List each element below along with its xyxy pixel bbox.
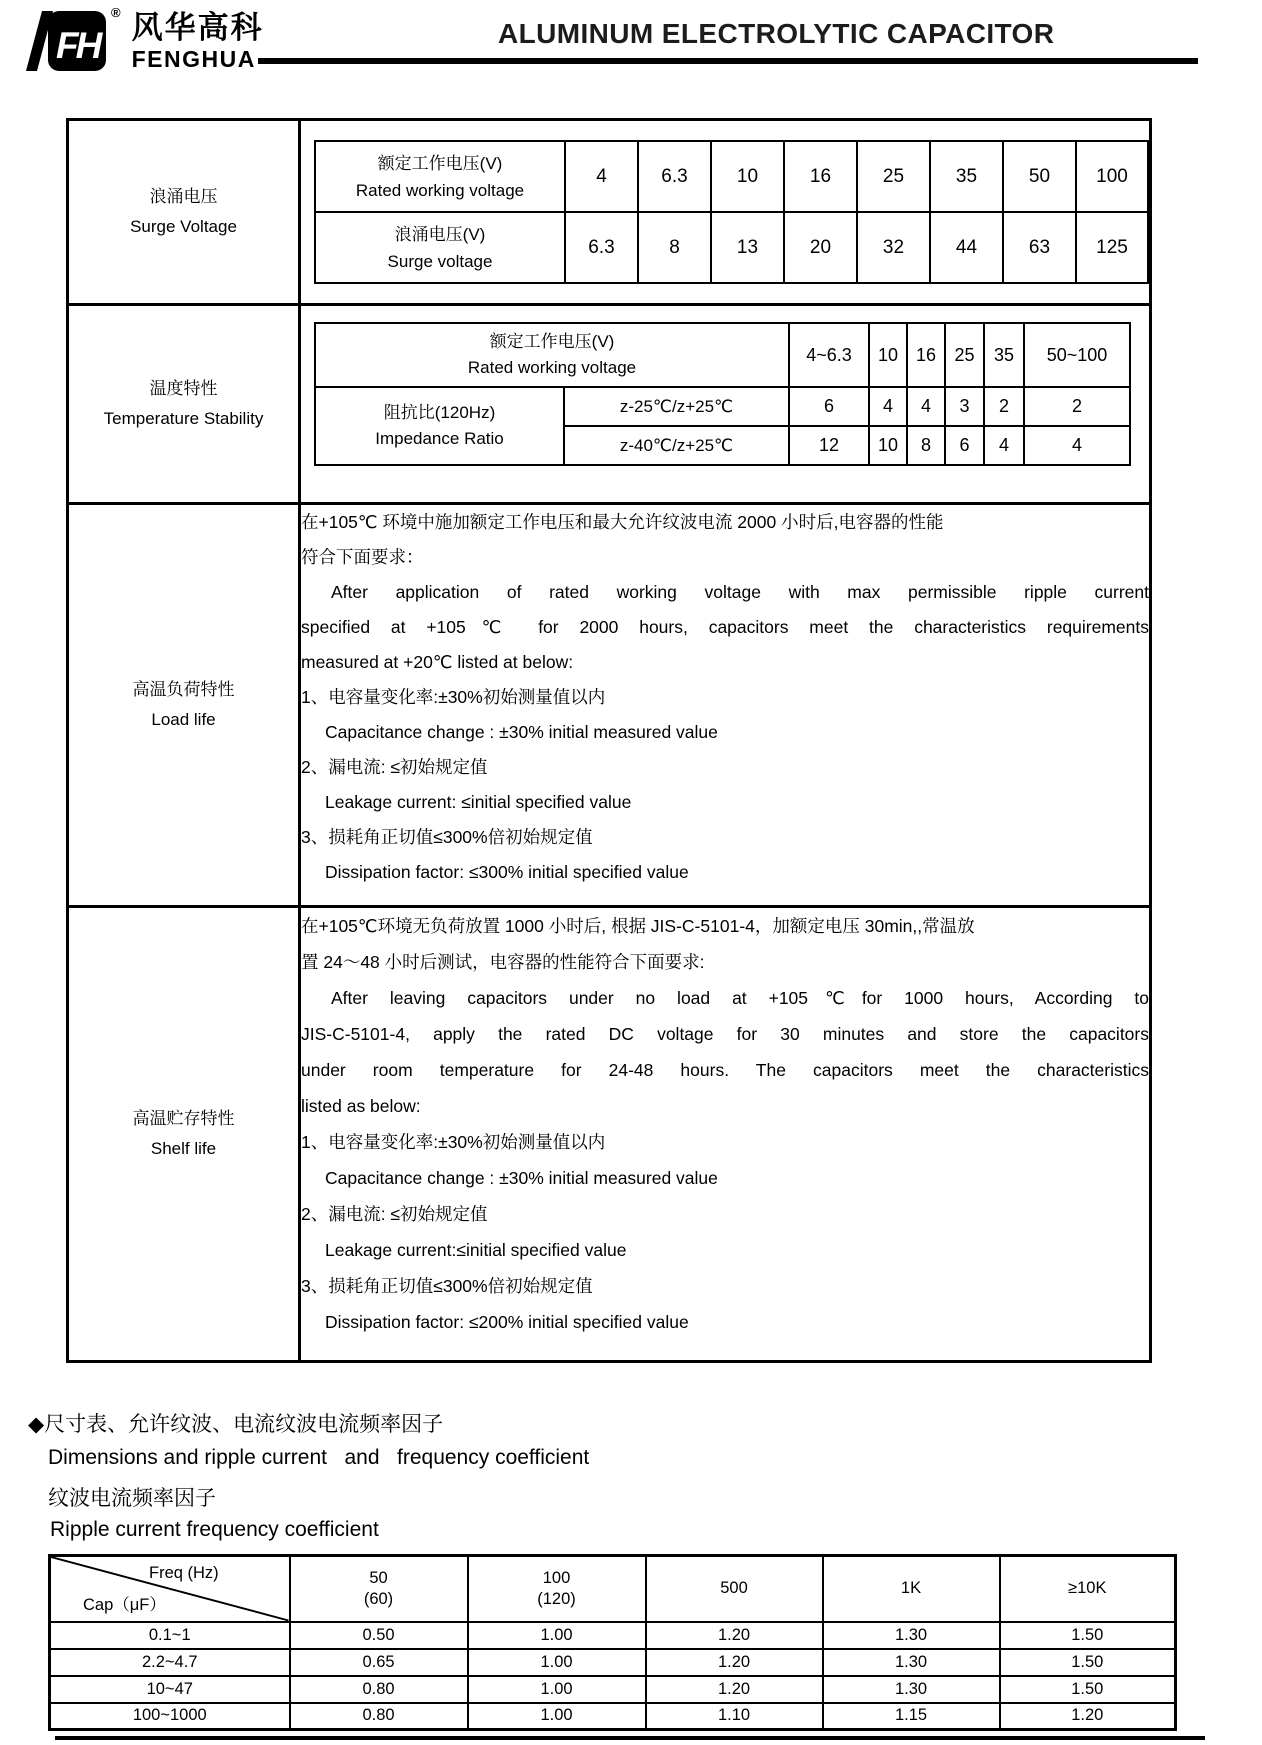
impedance-ratio-label-cn: 阻抗比(120Hz): [383, 403, 496, 422]
shelf-life-line: 2、漏电流: ≤初始规定值: [301, 1204, 488, 1224]
surge-voltage-value: 63: [1003, 212, 1076, 283]
temp-rated-voltage-header-cn: 额定工作电压(V): [489, 332, 615, 351]
registered-mark: ®: [111, 5, 121, 20]
freq-header-line1: ≥10K: [1068, 1579, 1107, 1598]
voltage-range: 16: [907, 323, 945, 387]
brand-text: [132, 8, 264, 72]
freq-header-line1: 500: [720, 1579, 748, 1598]
coefficient-value: 0.50: [290, 1622, 468, 1649]
coefficient-value: 1.20: [646, 1676, 823, 1703]
rated-voltage-value: 100: [1076, 141, 1148, 212]
shelf-life-line: Leakage current:≤initial specified value: [325, 1240, 627, 1260]
rated-voltage-value: 16: [784, 141, 857, 212]
load-life-line: Dissipation factor: ≤300% initial specified value: [325, 862, 689, 882]
section-heading-en: Dimensions and ripple current and frequency coefficient: [48, 1446, 590, 1469]
voltage-range: 50~100: [1024, 323, 1130, 387]
coefficient-value: 1.30: [823, 1649, 1000, 1676]
load-life-line: Capacitance change : ±30% initial measured value: [325, 722, 718, 742]
z40-value: 4: [1024, 426, 1130, 465]
surge-voltage-row: [68, 120, 1151, 305]
load-life-row-label: [68, 504, 300, 907]
shelf-life-line: Capacitance change : ±30% initial measured value: [325, 1168, 718, 1188]
load-life-line: 3、损耗角正切值≤300%倍初始规定值: [301, 827, 593, 847]
coefficient-value: 0.65: [290, 1649, 468, 1676]
voltage-range: 25: [945, 323, 984, 387]
surge-label-en: Surge Voltage: [130, 217, 237, 236]
freq-header-line1: 100: [542, 1568, 571, 1587]
surge-label-cn: 浪涌电压: [149, 187, 218, 206]
cap-axis-label: Cap（μF）: [83, 1595, 166, 1614]
z40-condition-label: z-40℃/z+25℃: [564, 426, 789, 465]
temp-rated-voltage-header-row: [315, 323, 1130, 387]
coefficient-value: 0.80: [290, 1703, 468, 1730]
freq-column-header: [646, 1556, 823, 1622]
cap-range: 2.2~4.7: [50, 1649, 290, 1676]
coefficient-value: 1.50: [1000, 1622, 1176, 1649]
coefficient-value: 1.20: [1000, 1703, 1176, 1730]
coefficient-value: 1.20: [646, 1649, 823, 1676]
shelf-life-line: After leaving capacitors under no load at +105℃for 1000 hours, According to: [331, 988, 1149, 1008]
freq-data-row: [50, 1703, 1176, 1730]
load-life-row: [68, 504, 1151, 907]
load-life-line: After application of rated working voltage with max permissible ripple current: [331, 582, 1149, 602]
load-life-line: specified at +105℃ for 2000 hours, capacitors meet the characteristics requirements: [301, 617, 1149, 637]
rated-voltage-header-cn: 额定工作电压(V): [377, 153, 503, 173]
brand-name-en: FENGHUA: [131, 46, 256, 72]
rated-voltage-header: [315, 141, 565, 212]
freq-data-row: [50, 1649, 1176, 1676]
coefficient-value: 1.00: [468, 1676, 646, 1703]
surge-voltage-table: [314, 140, 1149, 284]
impedance-ratio-label-en: Impedance Ratio: [375, 429, 504, 448]
freq-cap-corner-cell: [50, 1556, 290, 1622]
z25-value: 6: [789, 387, 869, 426]
voltage-range: 10: [869, 323, 907, 387]
page-title: ALUMINUM ELECTROLYTIC CAPACITOR: [498, 18, 1055, 49]
temperature-label-en: Temperature Stability: [103, 409, 264, 428]
rated-voltage-value: 25: [857, 141, 930, 212]
z25-value: 4: [869, 387, 907, 426]
section-subheading-cn: 纹波电流频率因子: [48, 1487, 216, 1510]
coefficient-value: 1.00: [468, 1703, 646, 1730]
impedance-ratio-table: [314, 322, 1131, 466]
coefficient-value: 1.30: [823, 1622, 1000, 1649]
shelf-life-line: 3、损耗角正切值≤300%倍初始规定值: [301, 1276, 593, 1296]
load-life-line: 1、电容量变化率:±30%初始测量值以内: [301, 687, 606, 707]
footer-rule: [55, 1736, 1205, 1740]
surge-voltage-value: 20: [784, 212, 857, 283]
surge-voltage-values-row: [315, 212, 1148, 283]
load-life-line: measured at +20℃ listed at below:: [301, 652, 574, 672]
surge-row-label: [68, 120, 300, 305]
cap-range: 10~47: [50, 1676, 290, 1703]
freq-axis-label: Freq (Hz): [149, 1564, 219, 1582]
voltage-range: 35: [984, 323, 1024, 387]
surge-row-content: [300, 120, 1151, 305]
surge-voltage-value: 32: [857, 212, 930, 283]
load-life-line: 符合下面要求：: [301, 547, 424, 567]
load-life-line: 2、漏电流: ≤初始规定值: [301, 757, 488, 777]
load-life-line: Leakage current: ≤initial specified value: [325, 792, 632, 812]
temperature-stability-row: [68, 305, 1151, 504]
shelf-life-label-cn: 高温贮存特性: [132, 1109, 235, 1128]
rated-voltage-value: 6.3: [638, 141, 711, 212]
surge-voltage-header-en: Surge voltage: [387, 251, 493, 271]
freq-column-header: [823, 1556, 1000, 1622]
impedance-ratio-label: [315, 387, 564, 465]
load-life-line: 在+105℃ 环境中施加额定工作电压和最大允许纹波电流 2000 小时后,电容器的性能: [301, 512, 944, 532]
freq-column-header: [1000, 1556, 1176, 1622]
freq-column-header: [468, 1556, 646, 1622]
coefficient-value: 1.10: [646, 1703, 823, 1730]
shelf-life-line: listed as below:: [301, 1096, 421, 1116]
freq-data-row: [50, 1622, 1176, 1649]
cap-range: 100~1000: [50, 1703, 290, 1730]
z40-value: 4: [984, 426, 1024, 465]
z25-value: 2: [1024, 387, 1130, 426]
surge-voltage-header: [315, 212, 565, 283]
rated-voltage-value: 50: [1003, 141, 1076, 212]
shelf-life-content: [300, 907, 1151, 1362]
temp-rated-voltage-header: [315, 323, 789, 387]
surge-voltage-value: 13: [711, 212, 784, 283]
shelf-life-line: 置 24～48 小时后测试，电容器的性能符合下面要求:: [301, 952, 705, 972]
coefficient-value: 1.00: [468, 1649, 646, 1676]
temperature-row-label: [68, 305, 300, 504]
shelf-life-row-label: [68, 907, 300, 1362]
coefficient-value: 1.00: [468, 1622, 646, 1649]
impedance-z25-row: [315, 387, 1130, 426]
z40-value: 12: [789, 426, 869, 465]
temperature-row-content: [300, 305, 1151, 504]
load-life-content: [300, 504, 1151, 907]
coefficient-value: 1.20: [646, 1622, 823, 1649]
surge-voltage-value: 125: [1076, 212, 1148, 283]
svg-text:FH: FH: [56, 25, 100, 66]
rated-voltage-value: 4: [565, 141, 638, 212]
z25-value: 3: [945, 387, 984, 426]
shelf-life-line: 在+105℃环境无负荷放置 1000 小时后, 根据 JIS-C-5101-4，加额定电压 30min,,常温放: [301, 916, 975, 936]
coefficient-value: 1.15: [823, 1703, 1000, 1730]
temp-rated-voltage-header-en: Rated working voltage: [467, 358, 637, 377]
surge-voltage-value: 44: [930, 212, 1003, 283]
shelf-life-line: Dissipation factor: ≤200% initial specified value: [325, 1312, 689, 1332]
freq-header-line1: 50: [369, 1568, 388, 1587]
rated-voltage-value: 10: [711, 141, 784, 212]
freq-header-row: [50, 1556, 1176, 1622]
shelf-life-row: [68, 907, 1151, 1362]
freq-column-header: [290, 1556, 468, 1622]
voltage-range: 4~6.3: [789, 323, 869, 387]
fenghua-logo-icon: [26, 8, 110, 74]
shelf-life-line: 1、电容量变化率:±30%初始测量值以内: [301, 1132, 606, 1152]
rated-voltage-header-en: Rated working voltage: [355, 180, 525, 200]
z25-value: 2: [984, 387, 1024, 426]
load-life-label-cn: 高温负荷特性: [132, 680, 235, 699]
coefficient-value: 0.80: [290, 1676, 468, 1703]
surge-voltage-value: 6.3: [565, 212, 638, 283]
ripple-frequency-table: [48, 1554, 1177, 1731]
rated-voltage-header-row: [315, 141, 1148, 212]
z25-value: 4: [907, 387, 945, 426]
brand-name-cn: 风华高科: [131, 10, 264, 45]
surge-voltage-header-cn: 浪涌电压(V): [394, 224, 486, 244]
cap-range: 0.1~1: [50, 1622, 290, 1649]
z40-value: 10: [869, 426, 907, 465]
freq-header-line1: 1K: [900, 1579, 922, 1598]
shelf-life-label-en: Shelf life: [150, 1139, 217, 1158]
temperature-label-cn: 温度特性: [149, 379, 218, 398]
shelf-life-line: JIS-C-5101-4, apply the rated DC voltage for 30 minutes and store the capacitors: [301, 1024, 1149, 1044]
coefficient-value: 1.30: [823, 1676, 1000, 1703]
header-rule: [258, 58, 1198, 64]
z40-value: 8: [907, 426, 945, 465]
brand-logo: [26, 5, 264, 74]
section-subheading-en: Ripple current frequency coefficient: [50, 1518, 379, 1541]
rated-voltage-value: 35: [930, 141, 1003, 212]
coefficient-value: 1.50: [1000, 1676, 1176, 1703]
freq-header-line2: (120): [537, 1589, 576, 1608]
z40-value: 6: [945, 426, 984, 465]
shelf-life-line: under room temperature for 24-48 hours. The capacitors meet the characteristics: [301, 1060, 1149, 1080]
z25-condition-label: z-25℃/z+25℃: [564, 387, 789, 426]
load-life-label-en: Load life: [151, 710, 216, 729]
section-heading-cn: ◆尺寸表、允许纹波、电流纹波电流频率因子: [28, 1413, 444, 1436]
coefficient-value: 1.50: [1000, 1649, 1176, 1676]
spec-table: [66, 118, 1152, 1363]
freq-header-line2: (60): [363, 1589, 394, 1608]
freq-data-row: [50, 1676, 1176, 1703]
surge-voltage-value: 8: [638, 212, 711, 283]
